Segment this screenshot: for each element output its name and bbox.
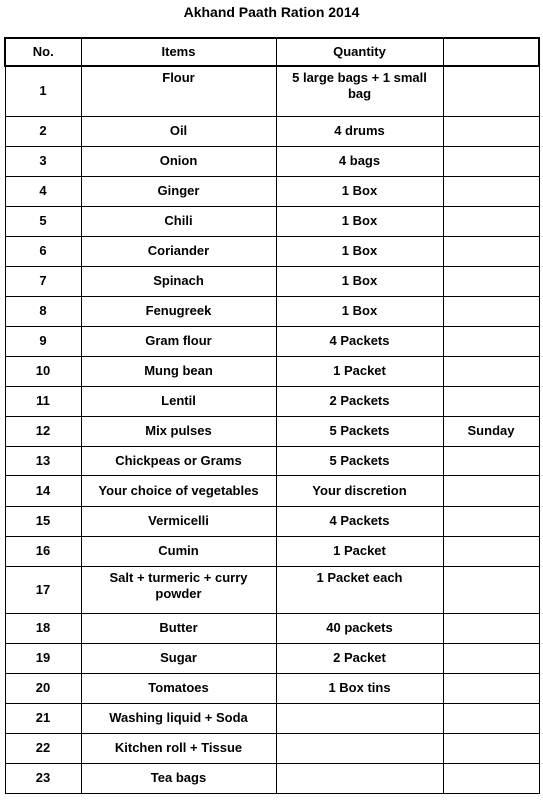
note [443, 475, 539, 506]
ration-table [4, 37, 540, 794]
row-number: 14 [5, 475, 81, 506]
column-header-no: No. [5, 38, 81, 66]
item-name: Flour [81, 66, 276, 116]
note [443, 326, 539, 356]
row-number: 8 [5, 296, 81, 326]
quantity: 1 Box [276, 176, 443, 206]
row-number: 6 [5, 236, 81, 266]
table-row [5, 446, 539, 475]
item-name: Lentil [81, 386, 276, 416]
row-number: 4 [5, 176, 81, 206]
table-row [5, 416, 539, 446]
table-row [5, 763, 539, 793]
table-row [5, 386, 539, 416]
note [443, 266, 539, 296]
row-number: 11 [5, 386, 81, 416]
item-name: Spinach [81, 266, 276, 296]
quantity: 1 Packet each [276, 566, 443, 613]
item-name: Gram flour [81, 326, 276, 356]
note [443, 66, 539, 116]
row-number: 10 [5, 356, 81, 386]
item-name: Washing liquid + Soda [81, 703, 276, 733]
table-row [5, 566, 539, 613]
row-number: 17 [5, 566, 81, 613]
item-name: Kitchen roll + Tissue [81, 733, 276, 763]
row-number: 1 [5, 66, 81, 116]
quantity: 1 Box [276, 236, 443, 266]
quantity: 5 Packets [276, 446, 443, 475]
note [443, 506, 539, 536]
item-name: Tomatoes [81, 673, 276, 703]
quantity [276, 703, 443, 733]
row-number: 16 [5, 536, 81, 566]
row-number: 3 [5, 146, 81, 176]
quantity: 4 Packets [276, 326, 443, 356]
table-row [5, 703, 539, 733]
row-number: 9 [5, 326, 81, 356]
row-number: 20 [5, 673, 81, 703]
item-name: Sugar [81, 643, 276, 673]
item-name: Tea bags [81, 763, 276, 793]
quantity: 5 large bags + 1 small bag [276, 66, 443, 116]
note: Sunday [443, 416, 539, 446]
row-number: 12 [5, 416, 81, 446]
table-row [5, 206, 539, 236]
item-name: Cumin [81, 536, 276, 566]
quantity: 40 packets [276, 613, 443, 643]
item-name: Onion [81, 146, 276, 176]
quantity: 1 Packet [276, 356, 443, 386]
quantity: Your discretion [276, 475, 443, 506]
note [443, 763, 539, 793]
item-name: Oil [81, 116, 276, 146]
table-row [5, 733, 539, 763]
item-name: Ginger [81, 176, 276, 206]
table-row [5, 643, 539, 673]
item-name: Chickpeas or Grams [81, 446, 276, 475]
table-row [5, 475, 539, 506]
row-number: 21 [5, 703, 81, 733]
item-name: Coriander [81, 236, 276, 266]
row-number: 23 [5, 763, 81, 793]
quantity: 4 drums [276, 116, 443, 146]
column-header-notes [443, 38, 539, 66]
note [443, 566, 539, 613]
note [443, 446, 539, 475]
note [443, 356, 539, 386]
column-header-quantity: Quantity [276, 38, 443, 66]
note [443, 613, 539, 643]
item-name: Fenugreek [81, 296, 276, 326]
note [443, 236, 539, 266]
table-body [5, 38, 539, 793]
row-number: 18 [5, 613, 81, 643]
row-number: 13 [5, 446, 81, 475]
item-name: Chili [81, 206, 276, 236]
quantity [276, 763, 443, 793]
row-number: 2 [5, 116, 81, 146]
quantity: 1 Box [276, 266, 443, 296]
item-name: Salt + turmeric + curry powder [81, 566, 276, 613]
item-name: Mung bean [81, 356, 276, 386]
table-row [5, 296, 539, 326]
table-row [5, 536, 539, 566]
row-number: 5 [5, 206, 81, 236]
quantity: 1 Box tins [276, 673, 443, 703]
table-row [5, 673, 539, 703]
item-name: Butter [81, 613, 276, 643]
note [443, 176, 539, 206]
table-row [5, 613, 539, 643]
table-row [5, 356, 539, 386]
table-row [5, 326, 539, 356]
note [443, 116, 539, 146]
table-header-row [5, 38, 539, 66]
quantity: 5 Packets [276, 416, 443, 446]
table-row [5, 506, 539, 536]
note [443, 296, 539, 326]
quantity: 1 Packet [276, 536, 443, 566]
table-row [5, 266, 539, 296]
item-name: Vermicelli [81, 506, 276, 536]
note [443, 146, 539, 176]
table-row [5, 236, 539, 266]
quantity: 1 Box [276, 206, 443, 236]
item-name: Mix pulses [81, 416, 276, 446]
note [443, 536, 539, 566]
row-number: 15 [5, 506, 81, 536]
table-row [5, 116, 539, 146]
item-name: Your choice of vegetables [81, 475, 276, 506]
note [443, 206, 539, 236]
row-number: 7 [5, 266, 81, 296]
note [443, 703, 539, 733]
quantity: 2 Packets [276, 386, 443, 416]
quantity: 1 Box [276, 296, 443, 326]
quantity: 4 Packets [276, 506, 443, 536]
table-row [5, 146, 539, 176]
document-title: Akhand Paath Ration 2014 [183, 4, 360, 20]
note [443, 643, 539, 673]
column-header-items: Items [81, 38, 276, 66]
row-number: 22 [5, 733, 81, 763]
quantity: 2 Packet [276, 643, 443, 673]
row-number: 19 [5, 643, 81, 673]
note [443, 733, 539, 763]
table-row [5, 66, 539, 116]
table-row [5, 176, 539, 206]
quantity: 4 bags [276, 146, 443, 176]
quantity [276, 733, 443, 763]
note [443, 673, 539, 703]
note [443, 386, 539, 416]
